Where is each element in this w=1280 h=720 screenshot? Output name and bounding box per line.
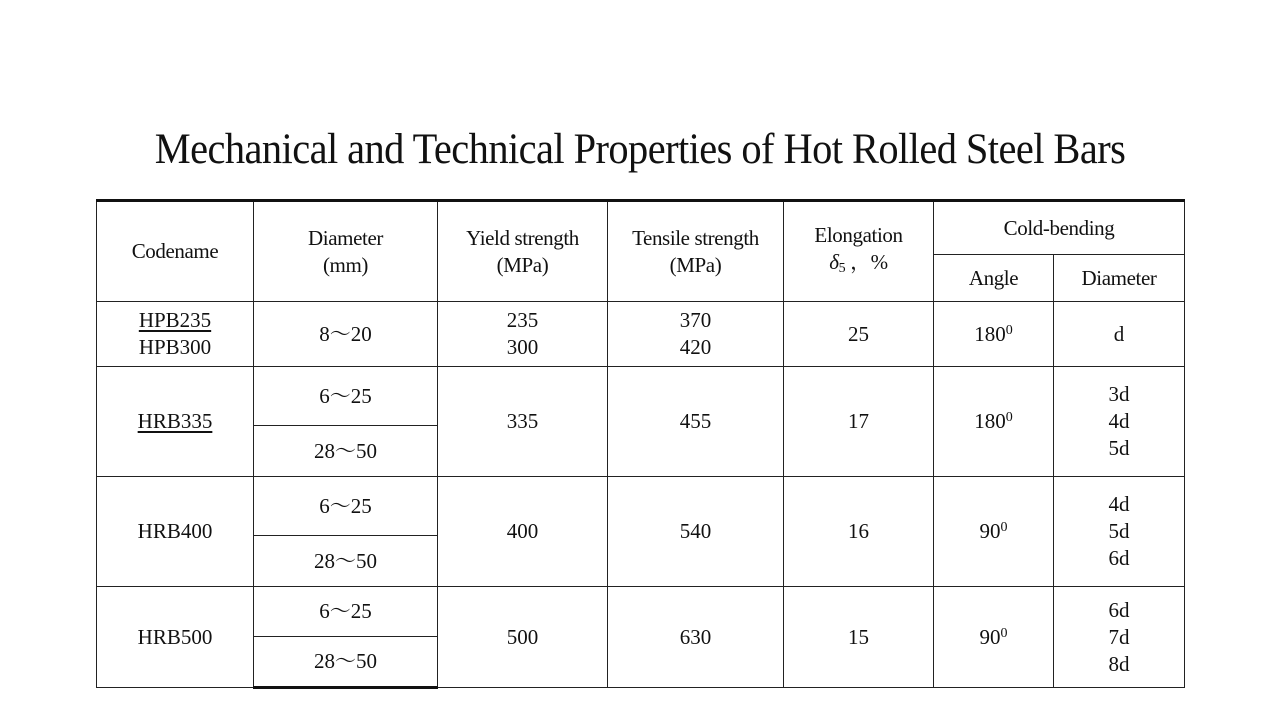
header-elongation-label: Elongation — [814, 222, 903, 247]
header-elongation — [784, 201, 934, 302]
header-yield-strength — [438, 201, 608, 302]
table-row — [97, 367, 1185, 426]
header-yield-unit: (MPa) — [496, 252, 549, 277]
codename-text: HPB300 — [138, 335, 212, 359]
header-row-1 — [97, 201, 1185, 255]
codename-text: HRB335 — [137, 409, 213, 433]
tensile-cell — [608, 302, 784, 367]
codename-cell — [97, 302, 254, 367]
tensile-cell: 455 — [608, 367, 784, 477]
bend-diameter-value: 4d — [1108, 409, 1130, 433]
diameter-cell: 6～25 — [254, 477, 438, 536]
angle-cell — [934, 587, 1054, 688]
header-tensile-label: Tensile strength — [632, 225, 759, 250]
elongation-unit: ，% — [850, 249, 888, 274]
header-yield-label: Yield strength — [466, 225, 579, 250]
elongation-cell: 17 — [784, 367, 934, 477]
tensile-value: 370 — [679, 308, 712, 332]
degree-superscript: 0 — [1000, 625, 1008, 641]
tensile-cell: 540 — [608, 477, 784, 587]
yield-cell — [438, 302, 608, 367]
angle-value: 90 — [979, 519, 1001, 543]
bend-diameter-value: 7d — [1108, 624, 1130, 649]
degree-superscript: 0 — [1005, 322, 1013, 338]
yield-cell: 335 — [438, 367, 608, 477]
table-row — [97, 477, 1185, 536]
header-tensile-strength — [608, 201, 784, 302]
diameter-cell: 6～25 — [254, 587, 438, 637]
table-row — [97, 587, 1185, 637]
yield-cell: 500 — [438, 587, 608, 688]
header-cold-bending: Cold-bending — [934, 201, 1185, 255]
bend-diameter-value: 6d — [1108, 546, 1130, 570]
codename-text: HPB235 — [138, 308, 212, 332]
bend-diameter-value: 4d — [1108, 492, 1130, 516]
delta-symbol: δ — [829, 249, 839, 274]
header-bend-diameter: Diameter — [1054, 255, 1185, 302]
delta-subscript: 5 — [838, 260, 846, 276]
yield-value: 300 — [506, 335, 539, 359]
degree-superscript: 0 — [1005, 410, 1013, 425]
codename-cell: HRB400 — [97, 477, 254, 587]
angle-cell — [934, 302, 1054, 367]
bend-diameter-cell — [1054, 477, 1185, 587]
header-codename: Codename — [97, 201, 254, 302]
diameter-cell: 8～20 — [254, 302, 438, 367]
elongation-cell: 15 — [784, 587, 934, 688]
table-row — [97, 302, 1185, 367]
yield-value: 235 — [506, 308, 539, 332]
angle-cell — [934, 367, 1054, 477]
diameter-cell: 6～25 — [254, 367, 438, 426]
codename-cell: HRB500 — [97, 587, 254, 688]
header-angle: Angle — [934, 255, 1054, 302]
angle-value: 90 — [979, 624, 1001, 649]
yield-cell: 400 — [438, 477, 608, 587]
diameter-cell: 28～50 — [254, 426, 438, 477]
slide-title: Mechanical and Technical Properties of Hot Rolled Steel Bars — [154, 126, 1126, 173]
bend-diameter-value: 6d — [1108, 597, 1130, 622]
bend-diameter-value: 3d — [1108, 382, 1130, 406]
header-elongation-symbol-line — [784, 249, 933, 282]
bend-diameter-value: 5d — [1108, 519, 1130, 543]
bend-diameter-cell: d — [1054, 302, 1185, 367]
header-diameter — [254, 201, 438, 302]
diameter-cell: 28～50 — [254, 536, 438, 587]
header-tensile-unit: (MPa) — [669, 252, 722, 277]
header-diameter-unit: (mm) — [322, 252, 369, 277]
angle-cell — [934, 477, 1054, 587]
tensile-value: 420 — [679, 335, 712, 359]
properties-table — [96, 199, 1185, 689]
bend-diameter-value: 8d — [1108, 651, 1130, 676]
bend-diameter-cell — [1054, 367, 1185, 477]
diameter-cell: 28～50 — [254, 637, 438, 688]
degree-superscript: 0 — [1000, 520, 1008, 535]
elongation-cell: 16 — [784, 477, 934, 587]
header-diameter-label: Diameter — [308, 225, 383, 250]
bend-diameter-cell — [1054, 587, 1185, 688]
bend-diameter-value: 5d — [1108, 436, 1130, 460]
tensile-cell: 630 — [608, 587, 784, 688]
angle-value: 180 — [974, 409, 1006, 433]
elongation-cell: 25 — [784, 302, 934, 367]
angle-value: 180 — [974, 321, 1006, 346]
codename-cell — [97, 367, 254, 477]
